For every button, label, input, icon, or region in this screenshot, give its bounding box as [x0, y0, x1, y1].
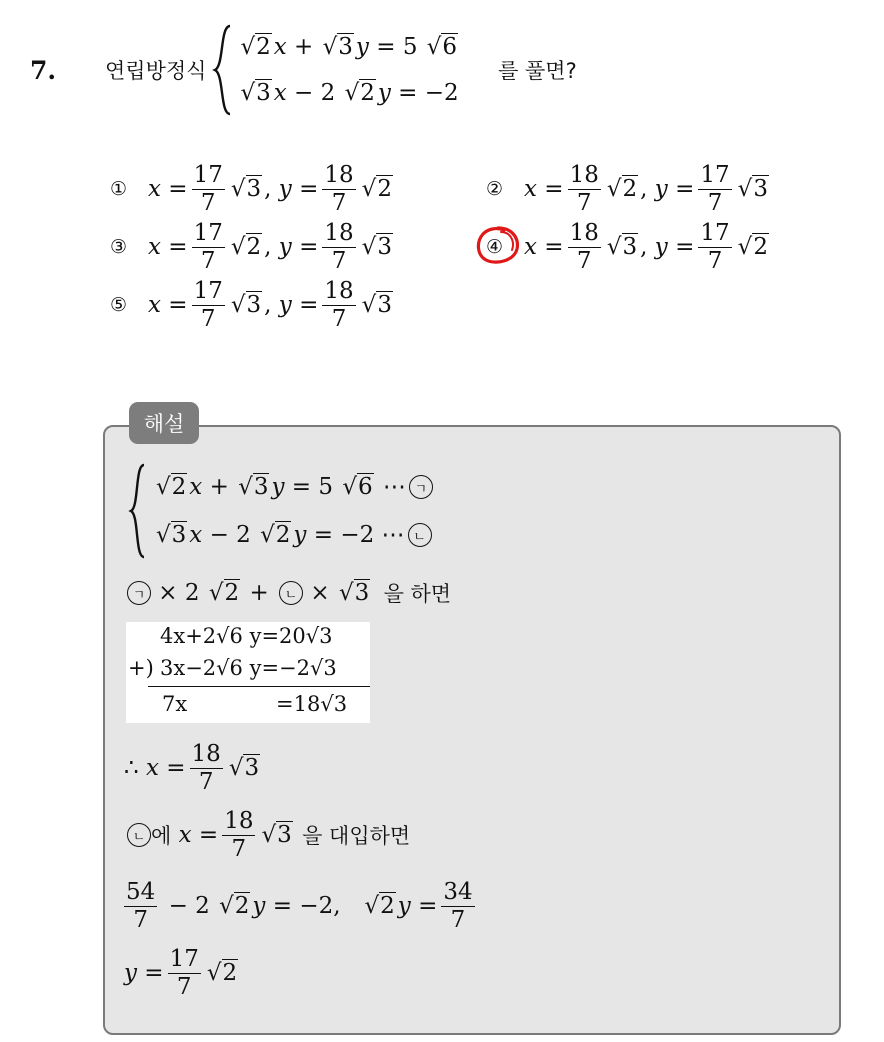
option-4[interactable]: ④ x = $\frac{18}{7}$ √3 , y = $\frac{17}{7}$ √2	[486, 218, 771, 276]
addition-result-right: =18√3	[276, 692, 348, 716]
problem-number: 7.	[30, 55, 57, 85]
label-b-marker: ㄴ	[408, 523, 432, 547]
equation-2: √3 x − 2 √2 y = −2	[240, 80, 459, 106]
x-fraction: $\frac{17}{7}$	[193, 162, 223, 216]
left-brace-icon	[128, 463, 148, 559]
option-2[interactable]: ② x = $\frac{18}{7}$ √2 , y = $\frac{17}{7}$ √3	[486, 162, 768, 216]
y-radical: √3	[361, 234, 392, 260]
addition-line-1: 4x+2√6 y=20√3	[160, 624, 333, 648]
addition-rule	[148, 686, 370, 687]
solution-x-result: ∴ x = $\frac{18}{7}$ √3	[124, 741, 260, 795]
option-3[interactable]: ③ x = $\frac{17}{7}$ √2 , y = $\frac{18}{7}$ √3	[110, 220, 392, 274]
x-radical: √2	[230, 234, 262, 260]
y-fraction: $\frac{18}{7}$	[324, 162, 354, 216]
answer-circle-icon	[474, 224, 522, 268]
problem-prefix: 연립방정식	[105, 59, 207, 83]
left-brace-icon	[212, 24, 234, 116]
addition-operator: +)	[128, 656, 154, 680]
y-radical: √2	[361, 176, 392, 202]
y-fraction: $\frac{17}{7}$	[700, 162, 730, 216]
x-radical: √3	[606, 234, 638, 260]
option-marker: ①	[110, 178, 128, 200]
x-fraction: $\frac{17}{7}$	[193, 278, 223, 332]
x-fraction: $\frac{17}{7}$	[193, 220, 223, 274]
y-radical: √3	[361, 292, 392, 318]
addition-result-left: 7x	[162, 692, 188, 716]
step3-text: 을 대입하면	[302, 824, 411, 848]
solution-equation-2: √3 x − 2 √2 y = −2 ⋯ ㄴ	[154, 522, 433, 548]
y-radical: √3	[737, 176, 768, 202]
y-radical: √2	[737, 234, 768, 260]
y-fraction: $\frac{17}{7}$	[700, 220, 730, 274]
x-radical: √3	[230, 176, 262, 202]
problem	[30, 20, 577, 120]
solution-step-4: $\frac{54}{7}$ − 2 √2 y = −2, √2 y = $\frac{34}{7}$	[126, 879, 473, 933]
label-b-marker: ㄴ	[127, 823, 151, 847]
therefore-symbol: ∴	[124, 755, 139, 781]
solution-tag: 해설	[129, 402, 199, 444]
x-fraction: $\frac{18}{7}$	[569, 220, 599, 274]
system-of-equations	[212, 24, 460, 116]
addition-line-2: 3x−2√6 y=−2√3	[160, 656, 337, 680]
option-marker: ④	[486, 236, 524, 258]
option-1[interactable]: ① x = $\frac{17}{7}$ √3 , y = $\frac{18}{7}$ √2	[110, 162, 392, 216]
label-a-marker: ㄱ	[409, 475, 433, 499]
solution-step-1: ㄱ × 2 √2 + ㄴ × √3 을 하면	[124, 576, 451, 610]
x-radical: √2	[606, 176, 638, 202]
label-a-marker: ㄱ	[127, 581, 151, 605]
option-5[interactable]: ⑤ x = $\frac{17}{7}$ √3 , y = $\frac{18}{7}$ √3	[110, 278, 392, 332]
option-marker: ③	[110, 236, 128, 258]
solution-step-3: ㄴ 에 x = $\frac{18}{7}$ √3 을 대입하면	[124, 805, 410, 865]
solution-system	[128, 463, 433, 559]
problem-suffix: 를 풀면?	[498, 59, 577, 83]
option-marker: ②	[486, 178, 504, 200]
solution-equation-1: √2 x + √3 y = 5 √6 ⋯ ㄱ	[154, 474, 433, 500]
equation-1: √2 x + √3 y = 5 √6	[240, 34, 458, 60]
y-fraction: $\frac{18}{7}$	[324, 278, 354, 332]
step3-prefix: 에	[151, 824, 172, 848]
x-fraction: $\frac{18}{7}$	[569, 162, 599, 216]
solution-y-result: y = $\frac{17}{7}$ √2	[124, 946, 238, 1000]
step1-text: 을 하면	[383, 582, 452, 606]
y-fraction: $\frac{18}{7}$	[324, 220, 354, 274]
option-marker: ⑤	[110, 294, 128, 316]
addition-block	[126, 622, 370, 723]
label-b-marker: ㄴ	[279, 581, 303, 605]
x-radical: √3	[230, 292, 262, 318]
